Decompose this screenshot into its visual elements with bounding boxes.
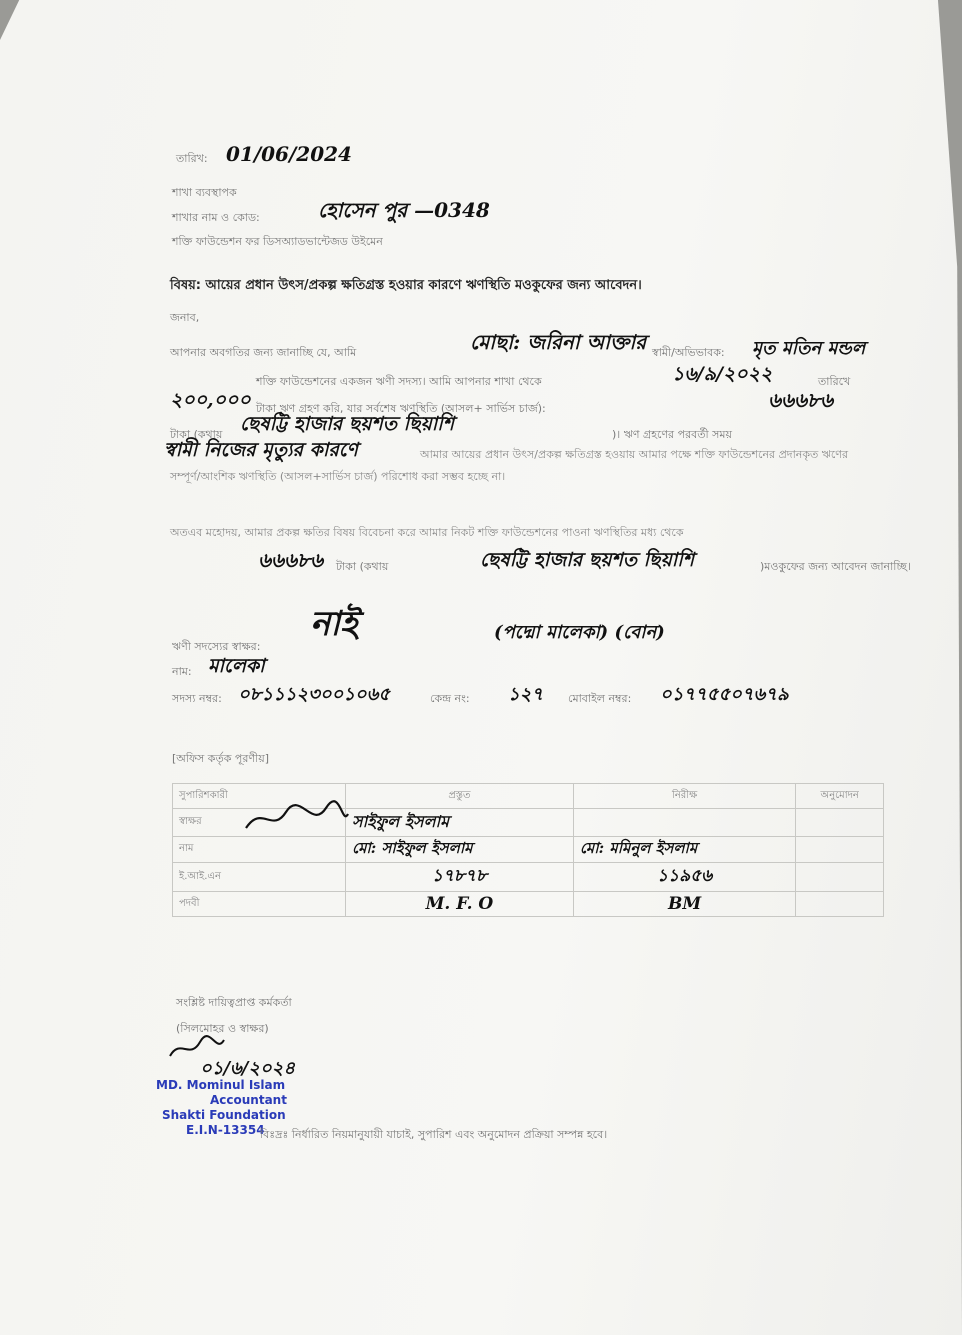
p1-words-label: টাকা (কথায় <box>170 428 223 441</box>
member-signature-label: ঋণী সদস্যের স্বাক্ষর: <box>172 640 261 653</box>
cell-ein-1: ১৭৮৭৮ <box>346 863 574 892</box>
cell-name-2: মো: মমিনুল ইসলাম <box>573 837 796 863</box>
col-audited: নিরীক্ষ <box>573 784 796 809</box>
cell-signature-2 <box>573 809 796 837</box>
stamp-ein: E.I.N-13354 <box>186 1123 265 1137</box>
table-row <box>173 892 884 917</box>
date-label: তারিখ: <box>176 152 208 165</box>
organization-line: শক্তি ফাউন্ডেশন ফর ডিসঅ্যাডভান্টেজড উইমেন <box>172 235 383 248</box>
guardian-label: স্বামী/অভিভাবক: <box>652 346 725 359</box>
relative-note: (পদ্মো মালেকা) (বোন) <box>494 622 665 643</box>
applicant-name: মোছা: জরিনা আক্তার <box>470 330 647 354</box>
table-row <box>173 837 884 863</box>
branch-name-label: শাখার নাম ও কোড: <box>172 211 260 224</box>
loan-date: ১৬/৯/২০২২ <box>672 363 773 385</box>
waiver-figure: ৬৬৬৮৬ <box>258 548 323 572</box>
cell-designation-2: BM <box>573 892 796 917</box>
cell-signature-1: সাইফুল ইসলাম <box>346 809 574 837</box>
waiver-words: ছেষট্টি হাজার ছয়শত ছিয়াশি <box>480 549 694 571</box>
mobile-label: মোবাইল নম্বর: <box>568 692 632 705</box>
branch-recipient: শাখা ব্যবস্থাপক <box>172 186 237 199</box>
stamp-org: Shakti Foundation <box>162 1108 286 1122</box>
guardian-name: মৃত মতিন মন্ডল <box>752 338 866 359</box>
salutation: জনাব, <box>170 311 200 324</box>
member-signature-value: নাই <box>310 604 358 644</box>
row-label-name: নাম <box>173 837 346 863</box>
col-approved: অনুমোদন <box>796 784 884 809</box>
date-value: 01/06/2024 <box>226 142 352 166</box>
p2-words-label: টাকা (কথায় <box>336 560 389 573</box>
recommender-signature-scribble <box>242 800 352 836</box>
row-label-ein: ই.আই.এন <box>173 863 346 892</box>
p1-closing: আমার আয়ের প্রধান উৎস/প্রকল্প ক্ষতিগ্রস্ত হওয়ায় আমার পক্ষে শক্তি ফাউন্ডেশনের প্রদানকৃত ঋণের সম্পূর্ণ/আংশিক ঋণস্থিতি (আসল+সার্ভিস চার্জ) পরিশোধ করা সম্ভব হচ্ছে না। <box>170 448 849 483</box>
p1-date-suffix: তারিখে <box>818 375 851 388</box>
branch-name-value: হোসেন পুর —0348 <box>318 198 490 222</box>
stamp-title: Accountant <box>210 1093 287 1107</box>
loan-amount: ২০০,০০০ <box>170 389 251 411</box>
officer-sign-date: ০১/৬/২০২৪ <box>200 1058 296 1079</box>
cell-designation-1: M. F. O <box>346 892 574 917</box>
member-number-value: ০৮১১১২৩০০১০৬৫ <box>238 684 391 705</box>
cell-designation-3 <box>796 892 884 917</box>
p2-intro: অতএব মহোদয়, আমার প্রকল্প ক্ষতির বিষয় বিবেচনা করে আমার নিকট শক্তি ফাউন্ডেশনের পাওনা ঋণস্থিতির মধ্য থেকে <box>170 526 684 539</box>
mobile-value: ০১৭৭৫৫০৭৬৭৯ <box>660 684 789 705</box>
cell-name-1: মো: সাইফুল ইসলাম <box>346 837 574 863</box>
balance-words: ছেষট্টি হাজার ছয়শত ছিয়াশি <box>240 413 454 435</box>
center-label: কেন্দ্র নং: <box>430 692 470 705</box>
p1-member-line: শক্তি ফাউন্ডেশনের একজন ঋণী সদস্য। আমি আপনার শাখা থেকে <box>256 375 542 388</box>
balance-figure: ৬৬৬৮৬ <box>768 388 833 412</box>
center-value: ১২৭ <box>508 684 544 705</box>
cell-ein-3 <box>796 863 884 892</box>
cell-name-3 <box>796 837 884 863</box>
member-name-value: মালেকা <box>208 655 265 677</box>
col-recommender: সুপারিশকারী <box>173 784 346 809</box>
office-use-heading: [অফিস কর্তৃক পূরণীয়] <box>172 752 269 765</box>
officer-line: সংশ্লিষ্ট দায়িত্বপ্রাপ্ত কর্মকর্তা <box>176 996 292 1009</box>
p1-balance-line: টাকা ঋণ গ্রহণ করি, যার সর্বশেষ ঋণস্থিতি (আসল+ সার্ভিস চার্জ): <box>256 402 546 415</box>
cell-signature-3 <box>796 809 884 837</box>
table-row <box>173 863 884 892</box>
row-label-signature: স্বাক্ষর <box>173 809 346 837</box>
cell-ein-2: ১১৯৫৬ <box>573 863 796 892</box>
p1-intro: আপনার অবগতির জন্য জানাচ্ছি যে, আমি <box>170 346 357 359</box>
subject-line: বিষয়: আয়ের প্রধান উৎস/প্রকল্প ক্ষতিগ্রস্ত হওয়ার কারণে ঋণস্থিতি মওকুফের জন্য আবেদন। <box>170 278 642 293</box>
stamp-name: MD. Mominul Islam <box>156 1078 286 1092</box>
member-number-label: সদস্য নম্বর: <box>172 692 222 705</box>
seal-line: (সিলমোহর ও স্বাক্ষর) <box>176 1022 269 1035</box>
row-label-designation: পদবী <box>173 892 346 917</box>
loss-cause: স্বামী নিজের মৃত্যুর কারণে <box>164 439 358 461</box>
footer-note: বিঃদ্রঃ নির্ধারিত নিয়মানুযায়ী যাচাই, সুপারিশ এবং অনুমোদন প্রক্রিয়া সম্পন্ন হবে। <box>260 1128 608 1141</box>
p2-request: )মওকুফের জন্য আবেদন জানাচ্ছি। <box>760 560 911 573</box>
col-prepared: প্রস্তুত <box>346 784 574 809</box>
p1-after-loan: )। ঋণ গ্রহণের পরবর্তী সময় <box>612 428 732 441</box>
member-name-label: নাম: <box>172 665 192 678</box>
